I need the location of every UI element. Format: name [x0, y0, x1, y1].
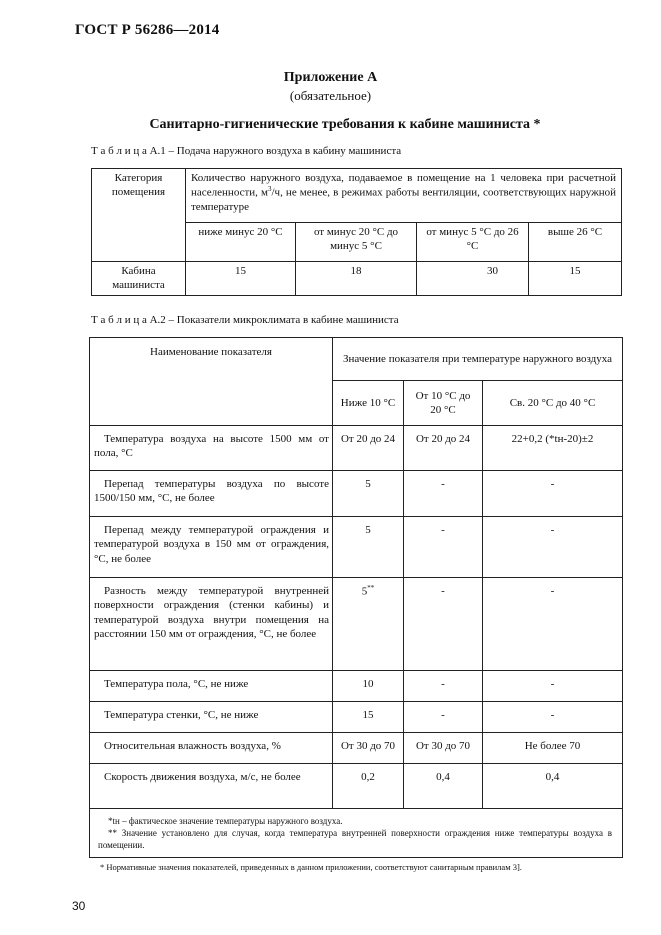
table-cell: -: [404, 471, 483, 517]
value-header: Значение показателя при температуре наружного воздуха: [333, 338, 623, 381]
table-cell: 15: [529, 262, 622, 296]
table-row: [90, 733, 623, 764]
air-supply-table: [91, 168, 622, 296]
table-row: [92, 262, 622, 296]
supply-header-text-b: /ч, не менее, в режимах работы вентиляции, соответствующих наружной температуре: [191, 186, 617, 214]
table-row: [90, 426, 623, 471]
supply-header-text-a: Количество наружного воздуха, подаваемое в помещение на 1 человека при расчетной населенности, м: [191, 172, 617, 199]
table-row: [90, 764, 623, 809]
table-cell: 0,4: [483, 764, 623, 809]
column-header: От 10 °С до 20 °С: [404, 381, 483, 426]
table-cell: Не более 70: [483, 733, 623, 764]
column-header: ниже минус 20 °С: [186, 223, 296, 262]
table-row: [90, 809, 623, 858]
category-header: Категория помещения: [92, 169, 186, 262]
column-header: Ниже 10 °С: [333, 381, 404, 426]
appendix-subtitle: (обязательное): [289, 88, 372, 103]
table-row: [90, 338, 623, 381]
table-cell: 5: [333, 471, 404, 517]
table-cell: -: [404, 671, 483, 702]
footnote: * Нормативные значения показателей, приведенных в данном приложении, соответствуют санитарным правилам 3].: [100, 862, 522, 872]
row-label: Перепад температуры воздуха по высоте 1500/150 мм, °С, не более: [90, 471, 333, 517]
table-row: [92, 169, 622, 223]
table-cell: -: [483, 671, 623, 702]
table-cell: -: [404, 517, 483, 578]
supply-header: [186, 169, 622, 223]
footnote-divider: [100, 857, 140, 858]
appendix-title: Приложение А: [283, 70, 378, 85]
column-header: Св. 20 °С до 40 °С: [483, 381, 623, 426]
table-cell: 22+0,2 (*tн-20)±2: [483, 426, 623, 471]
row-label: Кабина машиниста: [92, 262, 186, 296]
table-cell: -: [404, 578, 483, 671]
table-cell: От 20 до 24: [333, 426, 404, 471]
table-row: [90, 578, 623, 671]
table-cell: -: [404, 702, 483, 733]
table-cell: 15: [333, 702, 404, 733]
row-label: Скорость движения воздуха, м/с, не более: [90, 764, 333, 809]
row-label: Относительная влажность воздуха, %: [90, 733, 333, 764]
supply-header-sup: 3: [267, 185, 272, 194]
table-note: ** Значение установлено для случая, когда температура внутренней поверхности ограждения ниже температуры воздуха в помещении.: [98, 828, 612, 851]
table-cell: -: [483, 578, 623, 671]
microclimate-table: [89, 337, 623, 858]
table-cell: 5: [333, 517, 404, 578]
table-cell: От 20 до 24: [404, 426, 483, 471]
table-cell: -: [483, 517, 623, 578]
table-cell-value: 5: [361, 585, 368, 598]
column-header: от минус 5 °С до 26 °С: [417, 223, 529, 262]
table-cell: От 30 до 70: [333, 733, 404, 764]
row-label: Перепад между температурой ограждения и температурой воздуха в 150 мм от ограждения, °С, не более: [90, 517, 333, 578]
row-label: Температура воздуха на высоте 1500 мм от пола, °С: [90, 426, 333, 471]
table-cell: -: [483, 471, 623, 517]
table-cell: 15: [186, 262, 296, 296]
table-cell: От 30 до 70: [404, 733, 483, 764]
page-number: 30: [72, 899, 86, 913]
footnote-marker: **: [367, 584, 375, 592]
row-label: Разность между температурой внутренней поверхности ограждения (стенки кабины) и температурой воздуха внутри помещения на расстоянии 150 мм от ограждения, °С, не более: [90, 578, 333, 671]
table-row: [90, 517, 623, 578]
table-cell: 30: [417, 262, 529, 296]
name-header: Наименование показателя: [90, 338, 333, 426]
table-cell: 0,4: [404, 764, 483, 809]
table-row: [90, 471, 623, 517]
table-cell: 10: [333, 671, 404, 702]
document-code: ГОСТ Р 56286—2014: [75, 22, 220, 38]
table-note: *tн – фактическое значение температуры наружного воздуха.: [108, 816, 343, 826]
table1-caption: Т а б л и ц а А.1 – Подача наружного воздуха в кабину машиниста: [91, 145, 402, 157]
table-row: [90, 671, 623, 702]
table-cell: 0,2: [333, 764, 404, 809]
table-notes: [90, 809, 623, 858]
table2-caption: Т а б л и ц а А.2 – Показатели микроклимата в кабине машиниста: [91, 314, 399, 326]
table-cell: [333, 578, 404, 671]
column-header: выше 26 °С: [529, 223, 622, 262]
table-cell: 18: [296, 262, 417, 296]
row-label: Температура стенки, °С, не ниже: [90, 702, 333, 733]
row-label: Температура пола, °С, не ниже: [90, 671, 333, 702]
table-row: [90, 702, 623, 733]
column-header: от минус 20 °С до минус 5 °С: [296, 223, 417, 262]
section-title: Санитарно-гигиенические требования к кабине машиниста *: [149, 117, 541, 132]
table-cell: -: [483, 702, 623, 733]
